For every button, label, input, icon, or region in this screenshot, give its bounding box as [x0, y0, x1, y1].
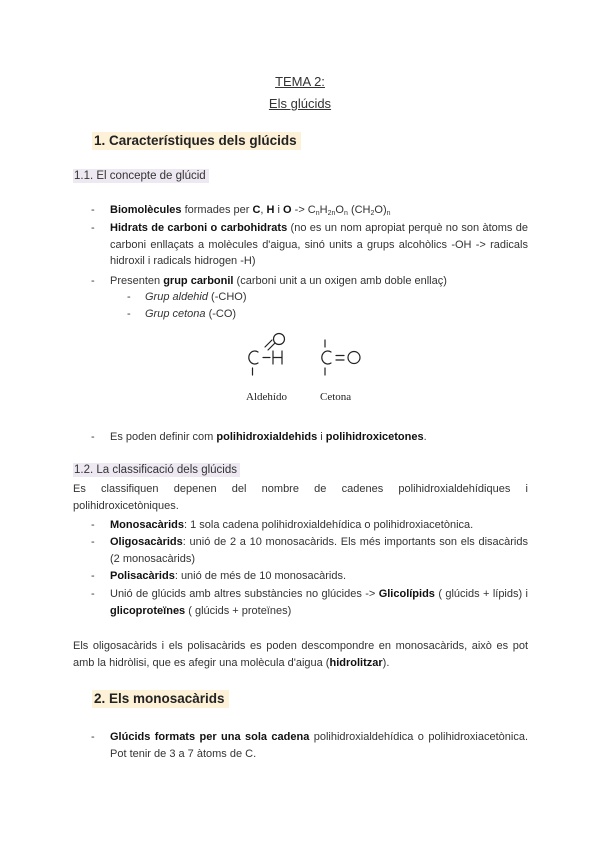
ketone-oxygen — [348, 352, 360, 364]
bold-term: glicoproteïnes — [110, 604, 186, 617]
text: . — [423, 431, 427, 443]
subscript: n — [386, 210, 391, 217]
formula: (CH — [347, 204, 371, 216]
list-item-polysaccharides — [110, 568, 528, 585]
subsection-heading-1-2: 1.2. La classificació dels glúcids — [73, 463, 240, 477]
element-h: H — [266, 204, 275, 216]
text: i — [274, 204, 284, 216]
subscript: n — [315, 210, 320, 217]
text: : unió de més de 10 monosacàrids. — [174, 570, 347, 582]
bold-term: Biomolècules — [110, 204, 182, 216]
text: Es poden definir com — [110, 431, 217, 443]
list-item-conjugates — [110, 586, 528, 619]
formula: O) — [374, 204, 387, 216]
element-o: O — [283, 204, 292, 216]
text: Presenten — [110, 275, 164, 287]
subitem-aldehyde — [145, 291, 247, 303]
bold-term: Monosacàrids — [110, 519, 184, 531]
text: , — [260, 204, 267, 216]
formula: O — [335, 204, 344, 216]
text: polihidroxialdehídica o polihidroxiacetònica. Pot tenir de 3 a 7 àtoms de C. — [110, 731, 528, 760]
text: (-CHO) — [208, 291, 247, 303]
list-item-carbonyl — [110, 273, 528, 290]
subitem-ketone — [145, 308, 236, 320]
section-heading-2: 2. Els monosacàrids — [92, 690, 229, 708]
aldehyde-structure — [249, 334, 285, 376]
subsection-heading-1-1: 1.1. El concepte de glúcid — [73, 169, 209, 183]
text: Els oligosacàrids i els polisacàrids es poden descompondre en monosacàrids, això es pot amb la hidròlisi, que es afegir una molècula d'aigua ( — [73, 640, 528, 669]
text: formades per — [181, 204, 253, 216]
text: (carboni unit a un oxigen amb doble enllaç) — [233, 275, 447, 287]
aldehyde-carbon — [249, 351, 258, 364]
ketone-structure — [322, 340, 360, 375]
list-item-oligosaccharides — [110, 534, 528, 567]
double-bond-line — [268, 343, 275, 350]
aldehyde-label: Aldehído — [246, 391, 287, 403]
bold-term: Polisacàrids — [110, 570, 175, 582]
italic-term: Grup cetona — [145, 308, 206, 320]
text: : unió de 2 a 10 monosacàrids. Els més importants son els disacàrids (2 monosacàrids) — [110, 536, 528, 565]
classification-intro: Es classifiquen depenen del nombre de cadenes polihidroxialdehídiques i polihidroxicetòniques. — [73, 483, 528, 512]
subscript: 2 — [370, 210, 375, 217]
list-item-monosaccharides — [110, 517, 528, 534]
ketone-carbon — [322, 351, 331, 364]
text: : 1 sola cadena polihidroxialdehídica o polihidroxiacetònica. — [183, 519, 474, 531]
text: (no es un nom apropiat perquè no son àtoms de carboni enllaçats a molècules d'aigua, sinó units a grups alcohòlics -OH -> radicals hidroxil i radicals hidrogen -H) — [110, 222, 528, 267]
text: (-CO) — [205, 308, 237, 320]
bold-term: Hidrats de carboni o carbohidrats — [110, 222, 288, 234]
bold-term: Glúcids formats per una sola cadena — [110, 731, 310, 743]
bold-term: polihidroxialdehids — [216, 431, 318, 443]
bold-term: Glicolípids — [378, 588, 435, 600]
text: i — [317, 431, 326, 443]
page-title-line2: Els glúcids — [268, 96, 332, 111]
bold-term: grup carbonil — [163, 275, 234, 287]
text: Unió de glúcids amb altres substàncies no glúcides -> — [110, 588, 379, 600]
list-item-carbohydrates — [110, 220, 528, 270]
formula: H — [319, 204, 328, 216]
text: ( glúcids + lípids) i — [434, 588, 528, 600]
formula: -> C — [291, 204, 316, 216]
double-bond-line — [265, 340, 272, 347]
bold-term: Oligosacàrids — [110, 536, 183, 548]
subscript: n — [343, 210, 348, 217]
section-heading-1: 1. Característiques dels glúcids — [92, 132, 301, 150]
bold-term: hidrolitzar — [329, 657, 383, 669]
list-item-single-chain — [110, 729, 528, 762]
subscript: 2n — [327, 210, 336, 217]
page-title-line1: TEMA 2: — [275, 74, 325, 89]
bold-term: polihidroxicetones — [325, 431, 424, 443]
list-item-definition — [110, 429, 528, 446]
text: ). — [382, 657, 390, 669]
hydrolysis-paragraph — [73, 638, 528, 672]
text: ( glúcids + proteïnes) — [185, 604, 292, 617]
italic-term: Grup aldehid — [145, 291, 208, 303]
ketone-label: Cetona — [320, 391, 352, 403]
carbonyl-groups-figure — [236, 330, 376, 406]
element-c: C — [252, 204, 261, 216]
